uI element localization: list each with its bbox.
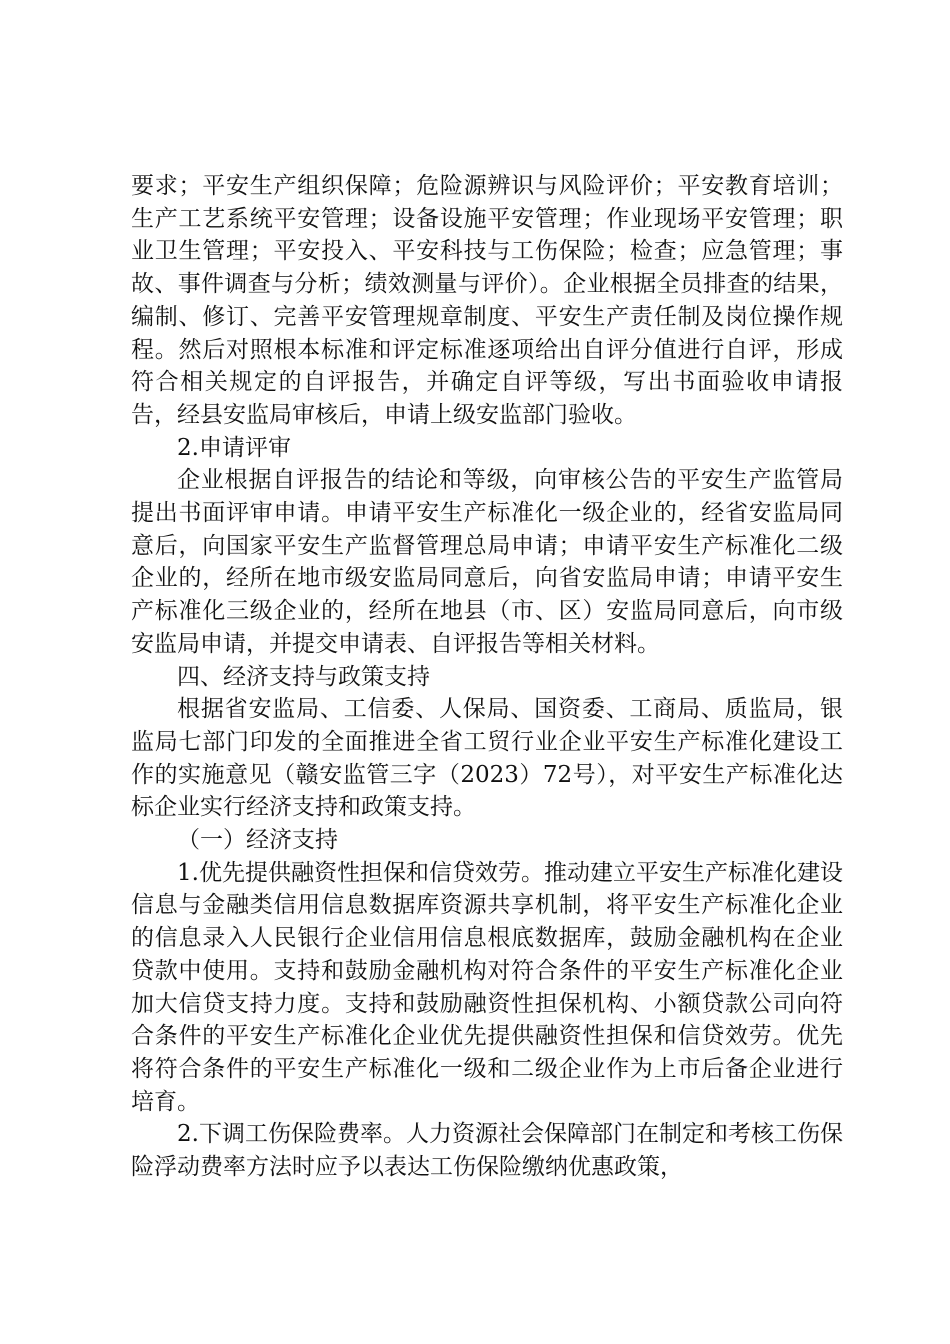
paragraph-apply-review: 企业根据自评报告的结论和等级，向审核公告的平安生产监管局提出书面评审申请。申请平安生产标准化一级企业的，经省安监局同意后，向国家平安生产监督管理总局申请；申请平安生产标准化二级企业的，经所在地市级安监局同意后，向省安监局申请；申请平安生产标准化三级企业的，经所在地县（市、区）安监局同意后，向市级安监局申请，并提交申请表、自评报告等相关材料。 bbox=[131, 467, 843, 657]
paragraph-financing-support: 1.优先提供融资性担保和信贷效劳。推动建立平安生产标准化建设信息与金融类信用信息数据库资源共享机制，将平安生产标准化企业的信息录入人民银行企业信用信息根底数据库，鼓励金融机构在企业贷款中使用。支持和鼓励金融机构对符合条件的平安生产标准化企业加大信贷支持力度。支持和鼓励融资性担保机构、小额贷款公司向符合条件的平安生产标准化企业优先提供融资性担保和信贷效劳。优先将符合条件的平安生产标准化一级和二级企业作为上市后备企业进行培育。 bbox=[131, 859, 843, 1115]
paragraph-requirements-list: 要求；平安生产组织保障；危险源辨识与风险评价；平安教育培训；生产工艺系统平安管理；设备设施平安管理；作业现场平安管理；职业卫生管理；平安投入、平安科技与工伤保险；检查；应急管理；事故、事件调查与分析；绩效测量与评价）。企业根据全员排查的结果，编制、修订、完善平安管理规章制度、平安生产责任制及岗位操作规程。然后对照根本标准和评定标准逐项给出自评分值进行自评，形成符合相关规定的自评报告，并确定自评等级，写出书面验收申请报告，经县安监局审核后，申请上级安监部门验收。 bbox=[131, 173, 843, 428]
document-page bbox=[131, 170, 843, 1184]
paragraph-insurance-rate: 2.下调工伤保险费率。人力资源社会保障部门在制定和考核工伤保险浮动费率方法时应予以表达工伤保险缴纳优惠政策， bbox=[131, 1121, 843, 1181]
heading-economic-support: （一）经济支持 bbox=[177, 827, 338, 854]
heading-economic-policy-support: 四、经济支持与政策支持 bbox=[177, 663, 430, 690]
paragraph-policy-basis: 根据省安监局、工信委、人保局、国资委、工商局、质监局，银监局七部门印发的全面推进全省工贸行业企业平安生产标准化建设工作的实施意见（赣安监管三字（2023）72号），对平安生产标准化达标企业实行经济支持和政策支持。 bbox=[131, 696, 843, 821]
heading-apply-review: 2.申请评审 bbox=[177, 434, 291, 461]
